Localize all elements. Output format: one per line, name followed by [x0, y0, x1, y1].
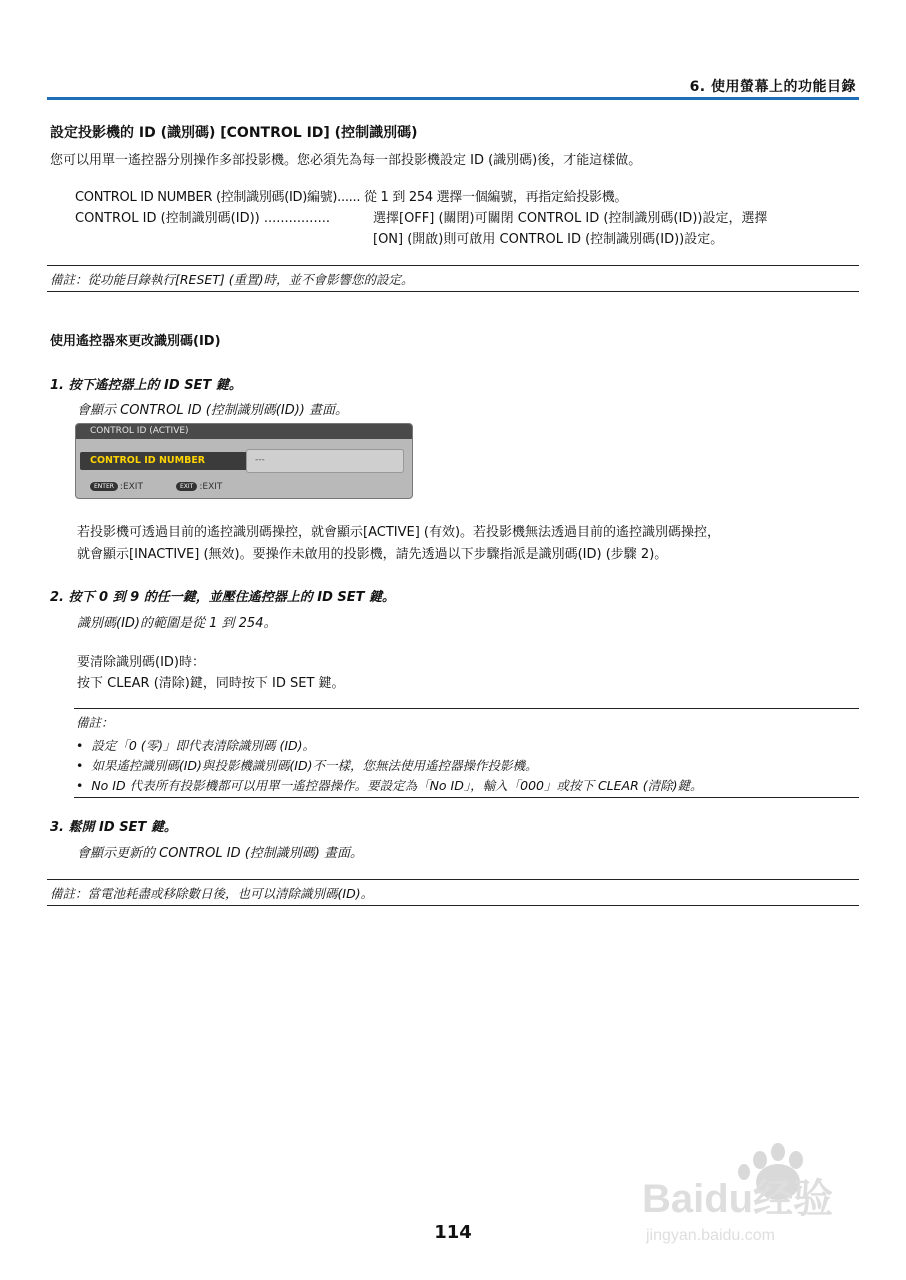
- osd-enter-text: :EXIT: [119, 482, 143, 492]
- note-id-bullet-2: • 如果遙控識別碼(ID)與投影機識別碼(ID)不一樣，您無法使用遙控器操作投影機。: [76, 758, 538, 773]
- watermark-url: jingyan.baidu.com: [646, 1227, 775, 1244]
- step3-text: 會顯示更新的 CONTROL ID (控制識別碼) 畫面。: [77, 846, 364, 861]
- section-title: 設定投影機的 ID (識別碼) [CONTROL ID] (控制識別碼): [50, 125, 418, 141]
- osd-title: CONTROL ID (ACTIVE): [76, 424, 412, 439]
- control-id-screen: [75, 423, 413, 499]
- definition-control-id-term: CONTROL ID (控制識別碼(ID)) ................: [75, 211, 330, 226]
- step1-heading: 1. 按下遙控器上的 ID SET 鍵。: [50, 378, 242, 393]
- exit-key-icon: EXIT: [176, 482, 197, 491]
- step1-text: 會顯示 CONTROL ID (控制識別碼(ID)) 畫面。: [77, 403, 348, 418]
- step2-text: 識別碼(ID)的範圍是從 1 到 254。: [77, 616, 277, 631]
- note-id-bullet-1: • 設定「0 (零)」即代表清除識別碼 (ID)。: [76, 738, 316, 753]
- step1-para-line1: 若投影機可透過目前的遙控識別碼操控，就會顯示[ACTIVE] (有效)。若投影機無法透過目前的遙控識別碼操控，: [77, 525, 721, 540]
- note-battery: [47, 879, 859, 906]
- subsection-title: 使用遙控器來更改識別碼(ID): [50, 334, 221, 349]
- osd-exit-text: :EXIT: [199, 482, 223, 492]
- header-rule: [47, 97, 859, 100]
- note-id-bullet-3: • No ID 代表所有投影機都可以用單一遙控器操作。要設定為「No ID」，輸入「000」或按下 CLEAR (清除)鍵。: [76, 778, 703, 793]
- osd-control-id-number-field[interactable]: [246, 449, 404, 473]
- definition-control-id-line1: 選擇[OFF] (關閉)可關閉 CONTROL ID (控制識別碼(ID))設定，選擇: [373, 211, 768, 226]
- page-number: 114: [434, 1222, 472, 1243]
- intro-text: 您可以用單一遙控器分別操作多部投影機。您必須先為每一部投影機設定 ID (識別碼)後，才能這樣做。: [50, 153, 642, 168]
- note-id-title: 備註：: [76, 715, 114, 730]
- step2-heading: 2. 按下 0 到 9 的任一鍵，並壓住遙控器上的 ID SET 鍵。: [50, 590, 396, 605]
- osd-control-id-number-value: ---: [255, 455, 265, 465]
- osd-control-id-number-label: CONTROL ID NUMBER: [90, 455, 206, 466]
- note-id: [74, 708, 859, 798]
- watermark-brand: Baidu经验: [642, 1177, 834, 1221]
- chapter-title: 6. 使用螢幕上的功能目錄: [689, 79, 856, 95]
- clear-id-label: 要清除識別碼(ID)時：: [77, 655, 205, 670]
- definition-control-id-number: CONTROL ID NUMBER (控制識別碼(ID)編號)...... 從 1 到 254 選擇一個編號，再指定給投影機。: [75, 190, 628, 205]
- osd-exit-hint: [176, 482, 222, 492]
- note-reset-text: 備註：從功能目錄執行[RESET] (重置)時，並不會影響您的設定。: [50, 272, 414, 287]
- definition-control-id-line2: [ON] (開啟)則可啟用 CONTROL ID (控制識別碼(ID))設定。: [373, 232, 724, 247]
- baidu-watermark: [640, 1140, 860, 1250]
- osd-enter-hint: [90, 482, 143, 492]
- note-battery-text: 備註：當電池耗盡或移除數日後，也可以清除識別碼(ID)。: [50, 886, 374, 901]
- step1-para-line2: 就會顯示[INACTIVE] (無效)。要操作未啟用的投影機，請先透過以下步驟指派是識別碼(ID) (步驟 2)。: [77, 547, 668, 562]
- enter-key-icon: ENTER: [90, 482, 118, 491]
- clear-id-instruction: 按下 CLEAR (清除)鍵，同時按下 ID SET 鍵。: [77, 676, 345, 691]
- note-reset: [47, 265, 859, 292]
- step3-heading: 3. 鬆開 ID SET 鍵。: [50, 820, 177, 835]
- osd-control-id-number-row[interactable]: [80, 452, 404, 470]
